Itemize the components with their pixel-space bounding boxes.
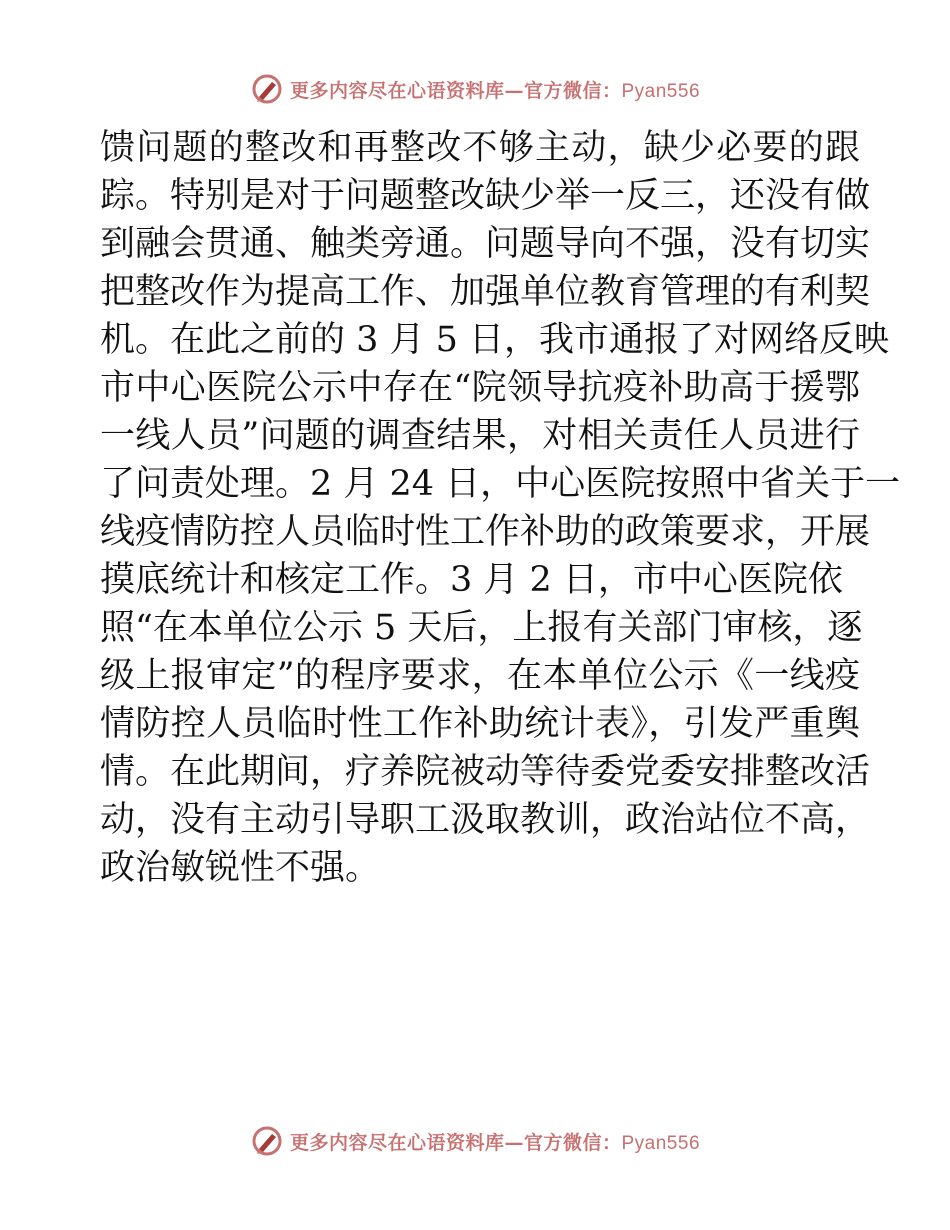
body-line: 动，没有主动引导职工汲取教训，政治站位不高，	[100, 800, 871, 840]
body-line: 到融会贯通、触类旁通。问题导向不强，没有切实	[100, 224, 871, 264]
body-line: 情。在此期间，疗养院被动等待委党委安排整改活	[100, 752, 871, 792]
watermark-text	[290, 76, 700, 103]
body-line: 把整改作为提高工作、加强单位教育管理的有利契	[100, 272, 871, 312]
watermark-wechat-label: 官方微信：	[523, 1131, 622, 1154]
body-line: 踪。特别是对于问题整改缺少举一反三，还没有做	[100, 176, 871, 216]
body-line: 一线人员”问题的调查结果，对相关责任人员进行	[100, 416, 860, 456]
footer-watermark	[0, 1124, 950, 1158]
watermark-dash: —	[504, 79, 524, 102]
body-line: 情防控人员临时性工作补助统计表》，引发严重舆	[100, 704, 860, 744]
body-line: 线疫情防控人员临时性工作补助的政策要求，开展	[100, 512, 871, 552]
body-line: 政治敏锐性不强。	[100, 848, 381, 888]
watermark-wechat-id: Pyan556	[621, 80, 701, 102]
document-body	[100, 124, 901, 892]
header-watermark	[0, 72, 950, 106]
pen-circle-logo-icon	[250, 1124, 284, 1158]
body-line: 级上报审定”的程序要求，在本单位公示《一线疫	[100, 656, 860, 696]
watermark-main: 更多内容尽在心语资料库	[289, 1131, 505, 1154]
body-line: 市中心医院公示中存在“院领导抗疫补助高于援鄂	[100, 368, 860, 408]
watermark-text	[290, 1128, 700, 1155]
watermark-main: 更多内容尽在心语资料库	[289, 79, 505, 102]
body-line: 机。在此之前的 3 月 5 日，我市通报了对网络反映	[100, 320, 890, 360]
body-line: 馈问题的整改和再整改不够主动，缺少必要的跟	[100, 128, 860, 168]
body-line: 摸底统计和核定工作。3 月 2 日，市中心医院依	[100, 560, 843, 600]
watermark-wechat-label: 官方微信：	[523, 79, 622, 102]
body-line: 了问责处理。2 月 24 日，中心医院按照中省关于一	[100, 464, 901, 504]
body-line: 照“在本单位公示 5 天后，上报有关部门审核，逐	[100, 608, 863, 648]
watermark-dash: —	[504, 1131, 524, 1154]
pen-circle-logo-icon	[250, 72, 284, 106]
watermark-wechat-id: Pyan556	[621, 1132, 701, 1154]
